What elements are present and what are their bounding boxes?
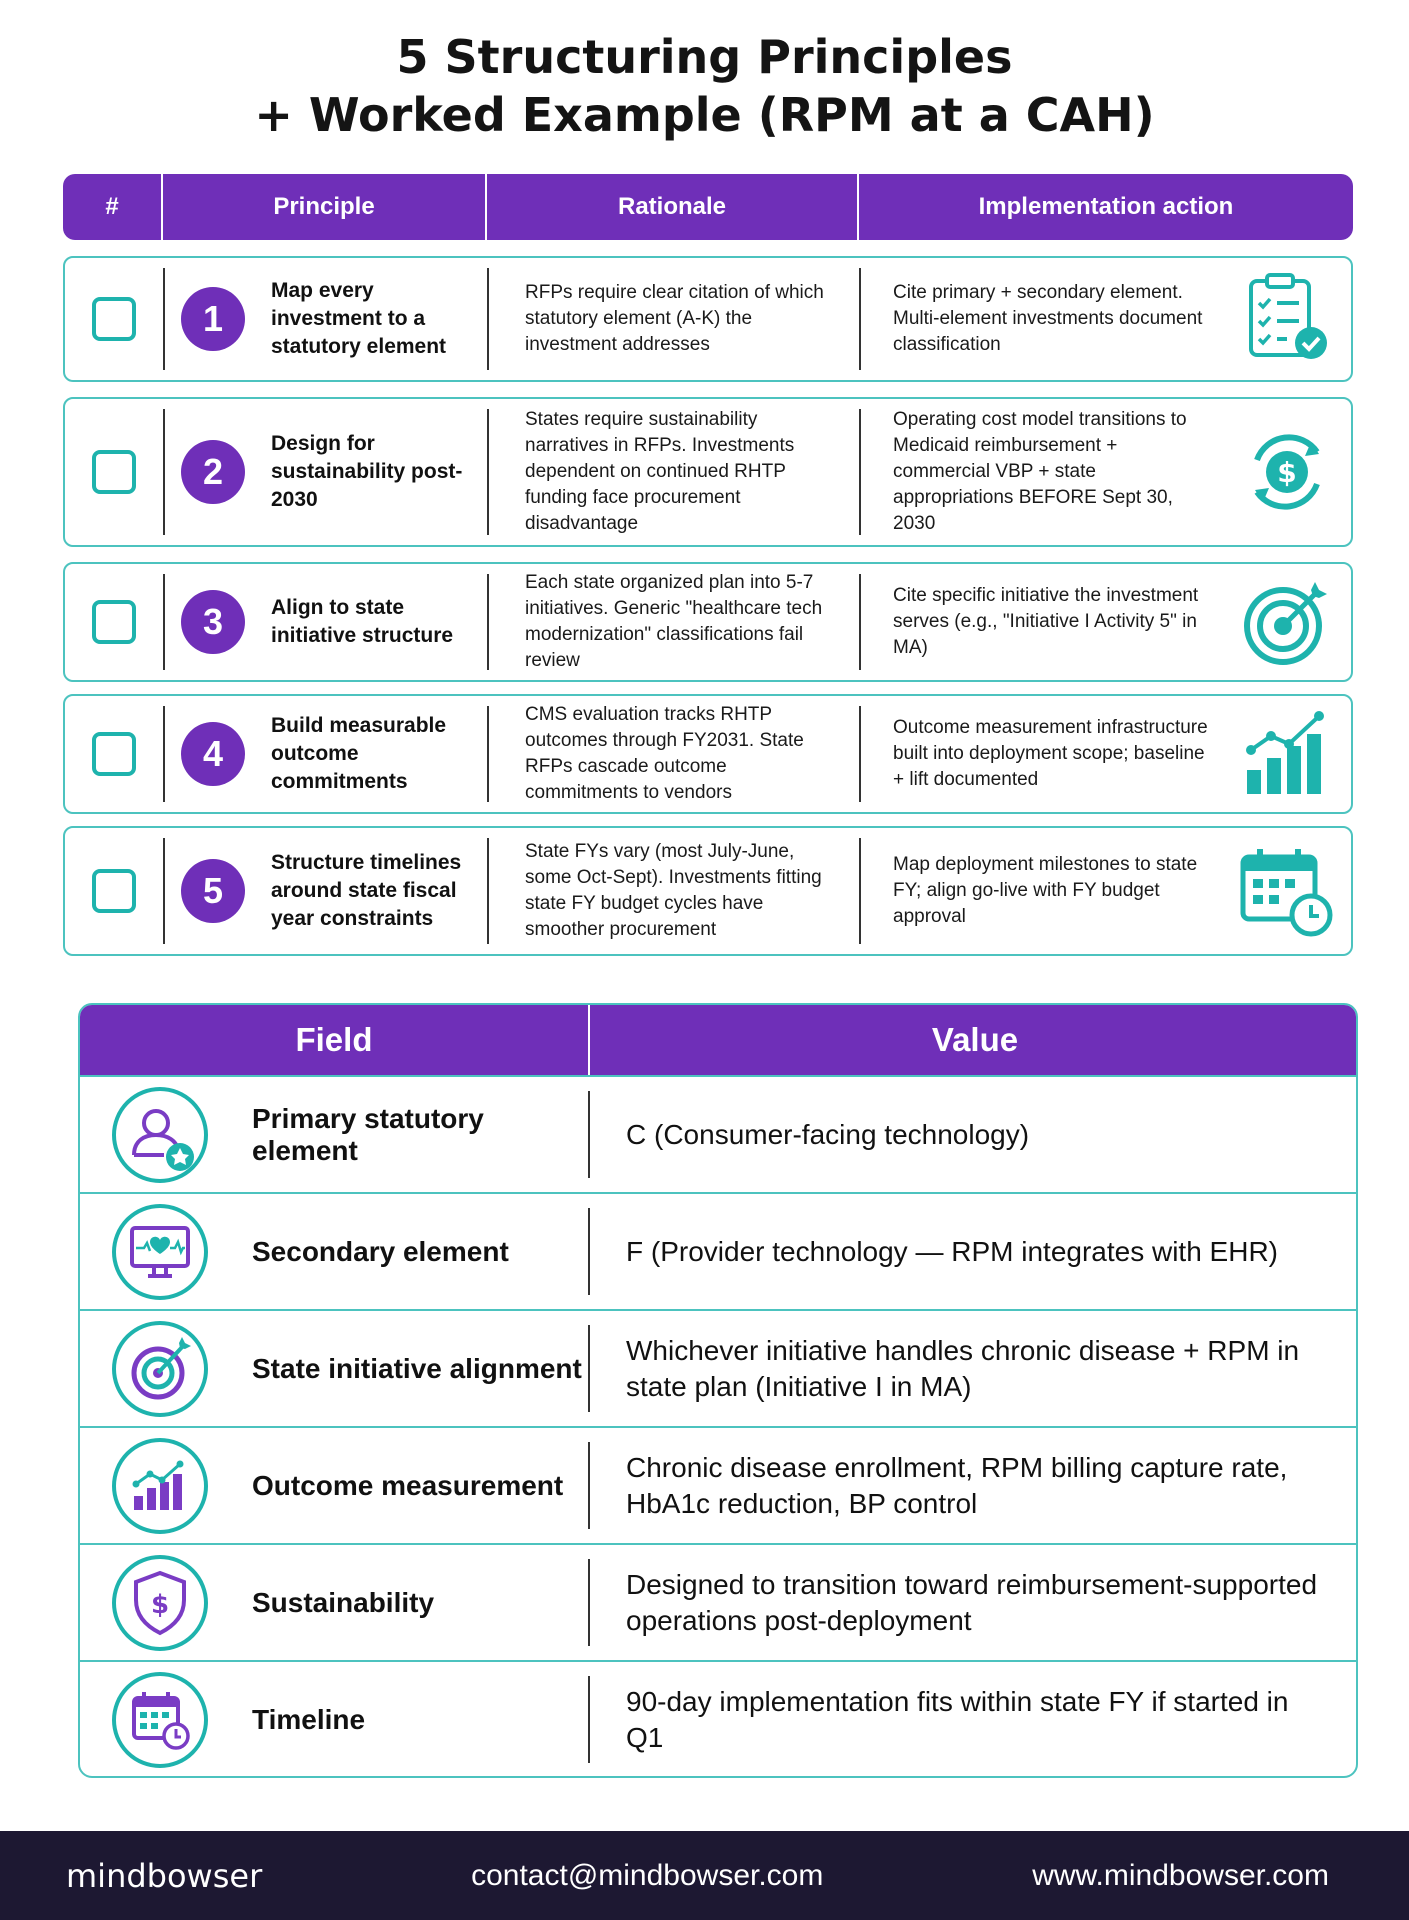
checkbox[interactable] [92,450,136,494]
field-name: State initiative alignment [252,1352,582,1384]
worked-example-header [80,1005,1356,1075]
principle-action: Outcome measurement infrastructure built into deployment scope; baseline + lift documented [893,717,1208,790]
checkbox[interactable] [92,732,136,776]
field-name: Sustainability [252,1586,435,1618]
principle-action: Cite specific initiative the investment serves (e.g., "Initiative I Activity 5" in MA) [893,585,1199,658]
checkbox[interactable] [92,297,136,341]
target-icon [1237,572,1337,672]
svg-text:$: $ [150,1589,170,1620]
number-badge: 3 [181,590,245,654]
principle-rationale: CMS evaluation tracks RHTP outcomes through FY2031. State RFPs cascade outcome commitments to vendors [525,704,804,803]
principle-rationale: Each state organized plan into 5-7 initiatives. Generic "healthcare tech modernization" classifications fail review [525,572,823,671]
field-value: Whichever initiative handles chronic disease + RPM in state plan (Initiative I in MA) [626,1334,1300,1402]
header-field: Field [295,1021,373,1058]
target-icon [110,1319,210,1419]
principle-rationale: State FYs vary (most July-June, some Oct-Sept). Investments fitting state FY budget cycles have smoother procurement [525,841,822,940]
example-row-1 [80,1075,1356,1192]
field-name: Outcome measurement [252,1469,564,1501]
brand-logo: mindbowser [66,1856,263,1895]
example-row-5 [80,1543,1356,1660]
header-value: Value [588,1005,1358,1075]
principle-row-4 [63,694,1353,814]
principle-rationale: States require sustainability narratives in RFPs. Investments dependent on continued RHTP funding face procurement disadvantage [525,409,795,534]
principles-table [63,174,1353,940]
footer [0,1831,1409,1920]
page-title [0,28,1409,144]
number-badge: 2 [181,440,245,504]
number-badge: 1 [181,287,245,351]
bar-chart-icon [1237,704,1337,804]
checkbox[interactable] [92,869,136,913]
number-badge: 4 [181,722,245,786]
principle-action: Operating cost model transitions to Medicaid reimbursement + commercial VBP + state appropriations BEFORE Sept 30, 2030 [893,409,1187,534]
field-value: Chronic disease enrollment, RPM billing capture rate, HbA1c reduction, BP control [626,1451,1288,1519]
calendar-clock-icon [1237,841,1337,941]
example-row-3 [80,1309,1356,1426]
header-principle: Principle [161,174,485,240]
checkbox[interactable] [92,600,136,644]
field-name: Secondary element [252,1235,509,1267]
principle-action: Map deployment milestones to state FY; align go-live with FY budget approval [893,854,1198,927]
example-row-2 [80,1192,1356,1309]
principle-name: Build measurable outcome commitments [271,714,447,793]
user-star-icon [110,1085,210,1185]
dollar-cycle-icon [1237,422,1337,522]
principle-action: Cite primary + secondary element. Multi-element investments document classification [893,282,1203,355]
monitor-heart-icon [110,1202,210,1302]
field-value: F (Provider technology — RPM integrates with EHR) [626,1235,1278,1267]
contact-email[interactable]: contact@mindbowser.com [471,1858,824,1892]
header-implementation-action: Implementation action [857,174,1353,240]
principle-row-5 [63,826,1353,956]
example-row-4 [80,1426,1356,1543]
website-link[interactable]: www.mindbowser.com [1032,1858,1329,1892]
example-row-6 [80,1660,1356,1777]
number-badge: 5 [181,859,245,923]
field-name: Primary statutory element [252,1102,484,1166]
principle-row-2 [63,397,1353,547]
clipboard-checklist-icon [1237,269,1337,369]
principle-name: Map every investment to a statutory element [271,279,447,358]
header-number: # [105,193,119,220]
svg-text:$: $ [1277,456,1297,489]
shield-dollar-icon [110,1553,210,1653]
bar-chart-icon [110,1436,210,1536]
principle-name: Structure timelines around state fiscal year constraints [271,851,462,930]
field-value: Designed to transition toward reimbursement-supported operations post-deployment [626,1568,1318,1636]
field-value: 90-day implementation fits within state FY if started in Q1 [626,1685,1289,1753]
principle-name: Design for sustainability post-2030 [271,432,463,511]
header-rationale: Rationale [485,174,857,240]
principles-table-header [63,174,1353,240]
principle-name: Align to state initiative structure [271,596,454,647]
principle-row-3 [63,562,1353,682]
worked-example-table [78,1003,1358,1778]
field-value: C (Consumer-facing technology) [626,1118,1030,1150]
field-name: Timeline [252,1703,366,1735]
title-line-1: 5 Structuring Principles [396,30,1013,84]
title-line-2: + Worked Example (RPM at a CAH) [254,88,1155,142]
principle-rationale: RFPs require clear citation of which statutory element (A-K) the investment addresses [525,282,824,355]
principle-row-1 [63,256,1353,382]
calendar-clock-icon [110,1670,210,1770]
